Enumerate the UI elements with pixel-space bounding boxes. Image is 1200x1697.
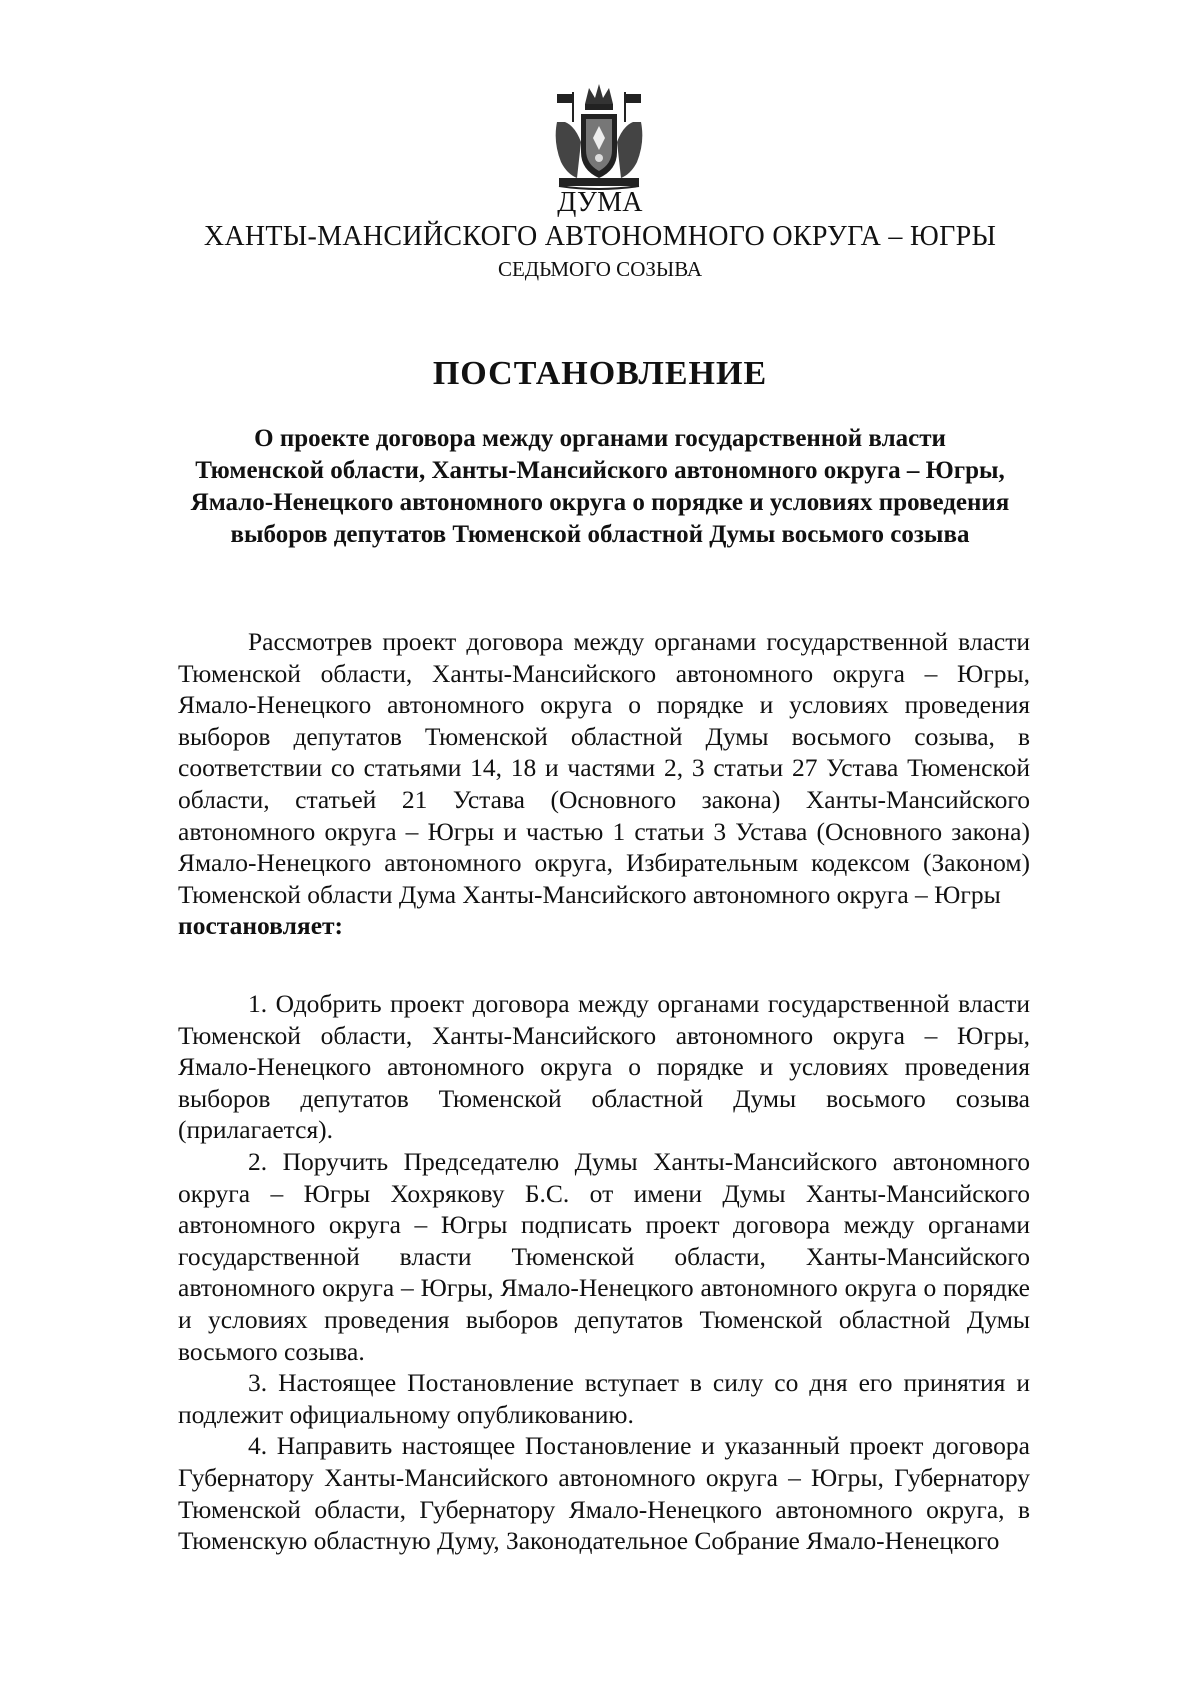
region-name: ХАНТЫ-МАНСИЙСКОГО АВТОНОМНОГО ОКРУГА – ЮГРЫ — [203, 221, 997, 252]
resolution-item: 3. Настоящее Постановление вступает в силу со дня его принятия и подлежит официальному опубликованию. — [178, 1368, 1030, 1429]
title-line: О проекте договора между органами государственной власти — [254, 425, 946, 452]
convocation-label: СЕДЬМОГО СОЗЫВА — [497, 257, 703, 281]
resolution-items — [178, 988, 1030, 1557]
issuing-body — [0, 186, 1200, 254]
resolution-item: 2. Поручить Председателю Думы Ханты-Мансийского автономного округа – Югры Хохрякову Б.С. от имени Думы Ханты-Мансийского автономного округа – Югры подписать проект договора между органами государственной власти Тюменской области, Ханты-Мансийского автономного округа – Югры, Ямало-Ненецкого автономного округа о порядке и условиях проведения выборов депутатов Тюменской областной Думы восьмого созыва. — [178, 1146, 1030, 1366]
decree-word: постановляет: — [178, 911, 344, 941]
title-line: Ямало-Ненецкого автономного округа о порядке и условиях проведения — [190, 489, 1010, 516]
resolution-item: 4. Направить настоящее Постановление и указанный проект договора Губернатору Ханты-Мансийского автономного округа – Югры, Губернатору Тюменской области, Губернатору Ямало-Ненецкого автономного округа, в Тюменскую областную Думу, Законодательное Собрание Ямало-Ненецкого — [178, 1431, 1030, 1556]
document-type-heading: ПОСТАНОВЛЕНИЕ — [432, 355, 768, 392]
title-line: Тюменской области, Ханты-Мансийского автономного округа – Югры, — [195, 457, 1005, 484]
coat-of-arms-icon — [551, 82, 647, 190]
title-line: выборов депутатов Тюменской областной Думы восьмого созыва — [230, 521, 970, 548]
preamble-section — [178, 626, 1030, 942]
duma-label: ДУМА — [557, 187, 643, 218]
resolution-item: 1. Одобрить проект договора между органами государственной власти Тюменской области, Ханты-Мансийского автономного округа – Югры, Ямало-Ненецкого автономного округа о порядке и условиях проведения выборов депутатов Тюменской областной Думы восьмого созыва (прилагается). — [178, 989, 1030, 1145]
preamble-text: Рассмотрев проект договора между органами государственной власти Тюменской области, Ханты-Мансийского автономного округа – Югры, Ямало-Ненецкого автономного округа о порядке и условиях проведения выборов депутатов Тюменской областной Думы восьмого созыва, в соответствии со статьями 14, 18 и частями 2, 3 статьи 27 Устава Тюменской области, статьей 21 Устава (Основного закона) Ханты-Мансийского автономного округа – Югры и частью 1 статьи 3 Устава (Основного закона) Ямало-Ненецкого автономного округа, Избирательным кодексом (Законом) Тюменской области Дума Ханты-Мансийского автономного округа – Югры — [178, 627, 1030, 909]
preamble-paragraph — [178, 626, 1030, 942]
document-title — [120, 423, 1080, 551]
